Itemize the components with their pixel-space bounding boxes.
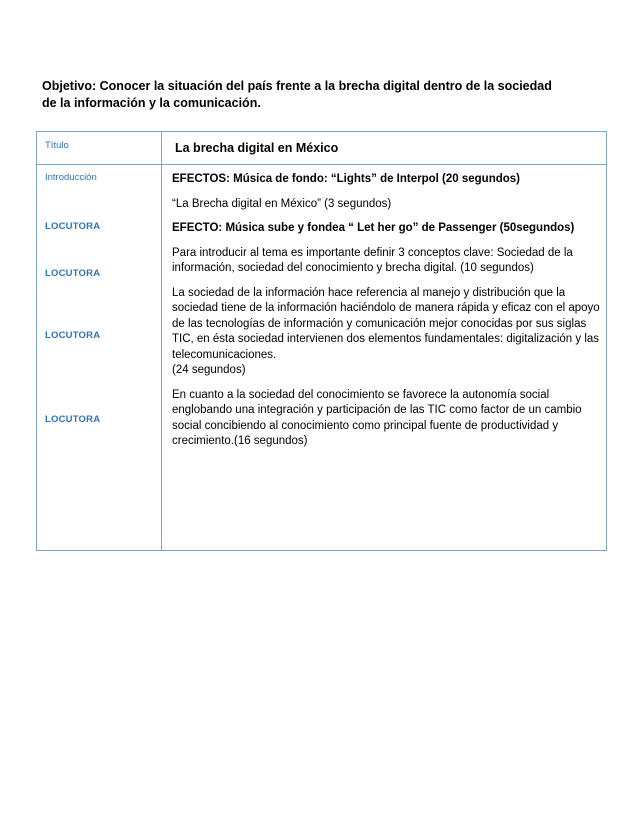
row-divider — [37, 164, 606, 165]
objective-text: Objetivo: Conocer la situación del país frente a la brecha digital dentro de la sociedad de la información y la comunicación. — [42, 79, 552, 110]
duration-text: (24 segundos) — [172, 364, 246, 376]
speaker-label: LOCUTORA — [45, 268, 101, 279]
title-value: La brecha digital en México — [175, 141, 339, 155]
intro-line: “La Brecha digital en México” (3 segundos) — [172, 197, 392, 210]
script-content — [172, 172, 600, 450]
speaker-label: LOCUTORA — [45, 414, 101, 425]
speaker-label: LOCUTORA — [45, 330, 101, 341]
paragraph-information-society: La sociedad de la información hace referencia al manejo y distribución que la sociedad tiene de la información haciéndolo de manera rápida y eficaz con el apoyo de las tecnologías de información y comunicación mejor conocidas por sus siglas TIC, en ésta sociedad intervienen dos elementos fundamentales: digitalización y las telecomunicaciones. — [172, 286, 600, 361]
speaker-label: LOCUTORA — [45, 221, 101, 232]
paragraph-knowledge-society: En cuanto a la sociedad del conocimiento se favorece la autonomía social englobando una integración y participación de las TIC como factor de un cambio social concibiendo al conocimiento como principal fuente de productividad y crecimiento.(16 segundos) — [172, 388, 582, 447]
column-divider — [161, 132, 162, 550]
effects-line: EFECTOS: Música de fondo: “Lights” de Interpol (20 segundos) — [172, 173, 520, 185]
effect-line: EFECTO: Música sube y fondea “ Let her go” de Passenger (50segundos) — [172, 222, 575, 234]
intro-label: Introducción — [45, 172, 97, 183]
paragraph-concepts: Para introducir al tema es importante definir 3 conceptos clave: Sociedad de la información, sociedad del conocimiento y brecha digital. (10 segundos) — [172, 246, 573, 274]
script-table — [36, 131, 607, 551]
title-label: Título — [45, 140, 69, 151]
